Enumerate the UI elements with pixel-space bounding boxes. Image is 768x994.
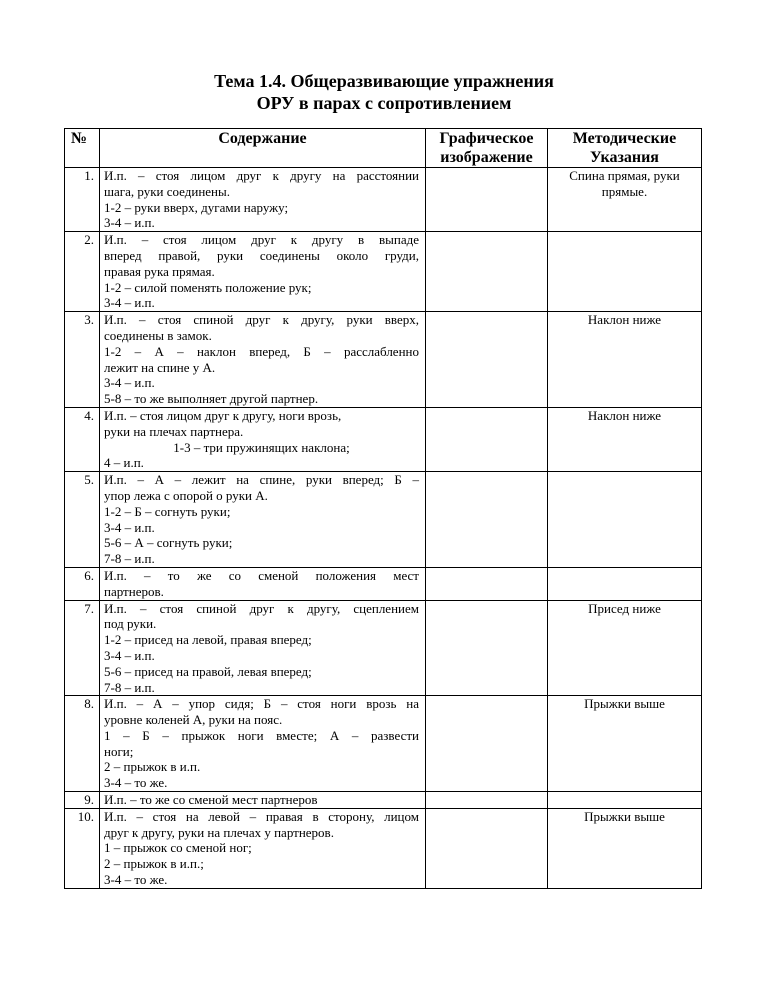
- content-line: соединены в замок.: [104, 327, 212, 343]
- content-line: 2 – прыжок в и.п.;: [104, 856, 204, 872]
- content-line: И.п. – стоя спиной друг к другу, сцеплением: [104, 600, 419, 616]
- content-line: под руки.: [104, 616, 157, 632]
- content-line: И.п. – стоя лицом друг к другу в выпаде: [104, 232, 419, 248]
- content-line: И.п. – то же со сменой мест партнеров: [104, 792, 318, 808]
- method-note: [548, 792, 702, 809]
- row-number: 9.: [65, 792, 100, 809]
- exercise-content: [100, 407, 426, 471]
- content-line: 1-2 – А – наклон вперед, Б – расслабленно: [104, 343, 419, 359]
- table-row: [65, 312, 702, 408]
- exercise-content: [100, 312, 426, 408]
- graphic-cell: [426, 407, 548, 471]
- content-line: вперед правой, руки соединены около груди,: [104, 247, 419, 263]
- exercise-content: [100, 472, 426, 568]
- content-line: 2 – прыжок в и.п.: [104, 759, 201, 775]
- exercise-content: [100, 808, 426, 888]
- exercise-content: [100, 792, 426, 809]
- table-row: [65, 232, 702, 312]
- content-line: 5-6 – А – согнуть руки;: [104, 535, 233, 551]
- header-notes-line-2: Указания: [590, 149, 659, 166]
- content-line: И.п. – А – лежит на спине, руки вперед; Б –: [104, 472, 419, 488]
- table-row: [65, 472, 702, 568]
- header-number: №: [65, 129, 100, 168]
- header-content: Содержание: [100, 129, 426, 168]
- header-graphic: [426, 129, 548, 168]
- row-number: 8.: [65, 696, 100, 792]
- graphic-cell: [426, 696, 548, 792]
- content-line: 4 – и.п.: [104, 455, 144, 471]
- graphic-cell: [426, 792, 548, 809]
- method-note: Присед ниже: [548, 600, 702, 696]
- exercise-content: [100, 696, 426, 792]
- header-graphic-line-2: изображение: [440, 149, 533, 166]
- table-row: [65, 696, 702, 792]
- method-note: Прыжки выше: [548, 808, 702, 888]
- method-note: [548, 567, 702, 600]
- content-line: И.п. – стоя лицом друг к другу на расстоянии: [104, 168, 419, 183]
- content-line: 1-2 – силой поменять положение рук;: [104, 279, 312, 295]
- content-line: упор лежа с опорой о руки А.: [104, 487, 268, 503]
- content-line: ноги;: [104, 743, 134, 759]
- content-line: 1 – прыжок со сменой ног;: [104, 840, 252, 856]
- exercise-content: [100, 168, 426, 232]
- header-graphic-line-1: Графическое: [439, 130, 534, 147]
- row-number: 7.: [65, 600, 100, 696]
- table-row: [65, 407, 702, 471]
- table-row: [65, 168, 702, 232]
- content-line: уровне коленей А, руки на пояс.: [104, 712, 283, 728]
- content-line: руки на плечах партнера.: [104, 423, 244, 439]
- content-line: И.п. – то же со сменой положения мест: [104, 567, 419, 583]
- content-line: 7-8 – и.п.: [104, 679, 155, 695]
- graphic-cell: [426, 567, 548, 600]
- content-line: лежит на спине у А.: [104, 359, 216, 375]
- content-line: И.п. – А – упор сидя; Б – стоя ноги врозь на: [104, 696, 419, 712]
- content-line: шага, руки соединены.: [104, 183, 231, 199]
- header-notes: [548, 129, 702, 168]
- graphic-cell: [426, 600, 548, 696]
- row-number: 3.: [65, 312, 100, 408]
- content-line: 5-8 – то же выполняет другой партнер.: [104, 391, 319, 407]
- graphic-cell: [426, 312, 548, 408]
- method-note: Прыжки выше: [548, 696, 702, 792]
- document-title: [0, 70, 768, 114]
- row-number: 2.: [65, 232, 100, 312]
- content-line: 3-4 – и.п.: [104, 375, 155, 391]
- content-line: 1 – Б – прыжок ноги вместе; А – развести: [104, 727, 419, 743]
- content-line: 5-6 – присед на правой, левая вперед;: [104, 663, 312, 679]
- graphic-cell: [426, 232, 548, 312]
- graphic-cell: [426, 472, 548, 568]
- method-note: Наклон ниже: [548, 312, 702, 408]
- content-line: 3-4 – и.п.: [104, 647, 155, 663]
- method-note: Спина прямая, руки прямые.: [548, 168, 702, 232]
- graphic-cell: [426, 808, 548, 888]
- exercise-content: [100, 600, 426, 696]
- table-header-row: [65, 129, 702, 168]
- graphic-cell: [426, 168, 548, 232]
- content-line: 3-4 – и.п.: [104, 215, 155, 231]
- content-line: правая рука прямая.: [104, 263, 215, 279]
- content-line: 1-2 – Б – согнуть руки;: [104, 503, 231, 519]
- header-notes-line-1: Методические: [572, 130, 677, 147]
- table-row: [65, 600, 702, 696]
- row-number: 4.: [65, 407, 100, 471]
- title-line-2: ОРУ в парах с сопротивлением: [256, 93, 512, 113]
- content-line: И.п. – стоя спиной друг к другу, руки вверх,: [104, 312, 419, 328]
- content-line: друг к другу, руки на плечах у партнеров.: [104, 824, 334, 840]
- content-line: 1-2 – руки вверх, дугами наружу;: [104, 199, 289, 215]
- method-note: Наклон ниже: [548, 407, 702, 471]
- content-line: партнеров.: [104, 583, 164, 599]
- content-line: 1-3 – три пружинящих наклона;: [173, 439, 350, 455]
- table-row: [65, 567, 702, 600]
- row-number: 6.: [65, 567, 100, 600]
- row-number: 1.: [65, 168, 100, 232]
- content-line: И.п. – стоя лицом друг к другу, ноги врозь,: [104, 407, 342, 423]
- method-note: [548, 232, 702, 312]
- table-row: [65, 808, 702, 888]
- content-line: 1-2 – присед на левой, правая вперед;: [104, 632, 312, 648]
- row-number: 10.: [65, 808, 100, 888]
- method-note: [548, 472, 702, 568]
- content-line: 3-4 – то же.: [104, 775, 168, 791]
- exercise-table: [64, 128, 702, 889]
- content-line: И.п. – стоя на левой – правая в сторону, лицом: [104, 808, 419, 824]
- table-body: [65, 168, 702, 889]
- title-line-1: Тема 1.4. Общеразвивающие упражнения: [214, 71, 554, 91]
- table-row: [65, 792, 702, 809]
- content-line: 7-8 – и.п.: [104, 551, 155, 567]
- content-line: 3-4 – и.п.: [104, 295, 155, 311]
- content-line: 3-4 – то же.: [104, 872, 168, 888]
- row-number: 5.: [65, 472, 100, 568]
- content-line: 3-4 – и.п.: [104, 519, 155, 535]
- exercise-content: [100, 567, 426, 600]
- exercise-content: [100, 232, 426, 312]
